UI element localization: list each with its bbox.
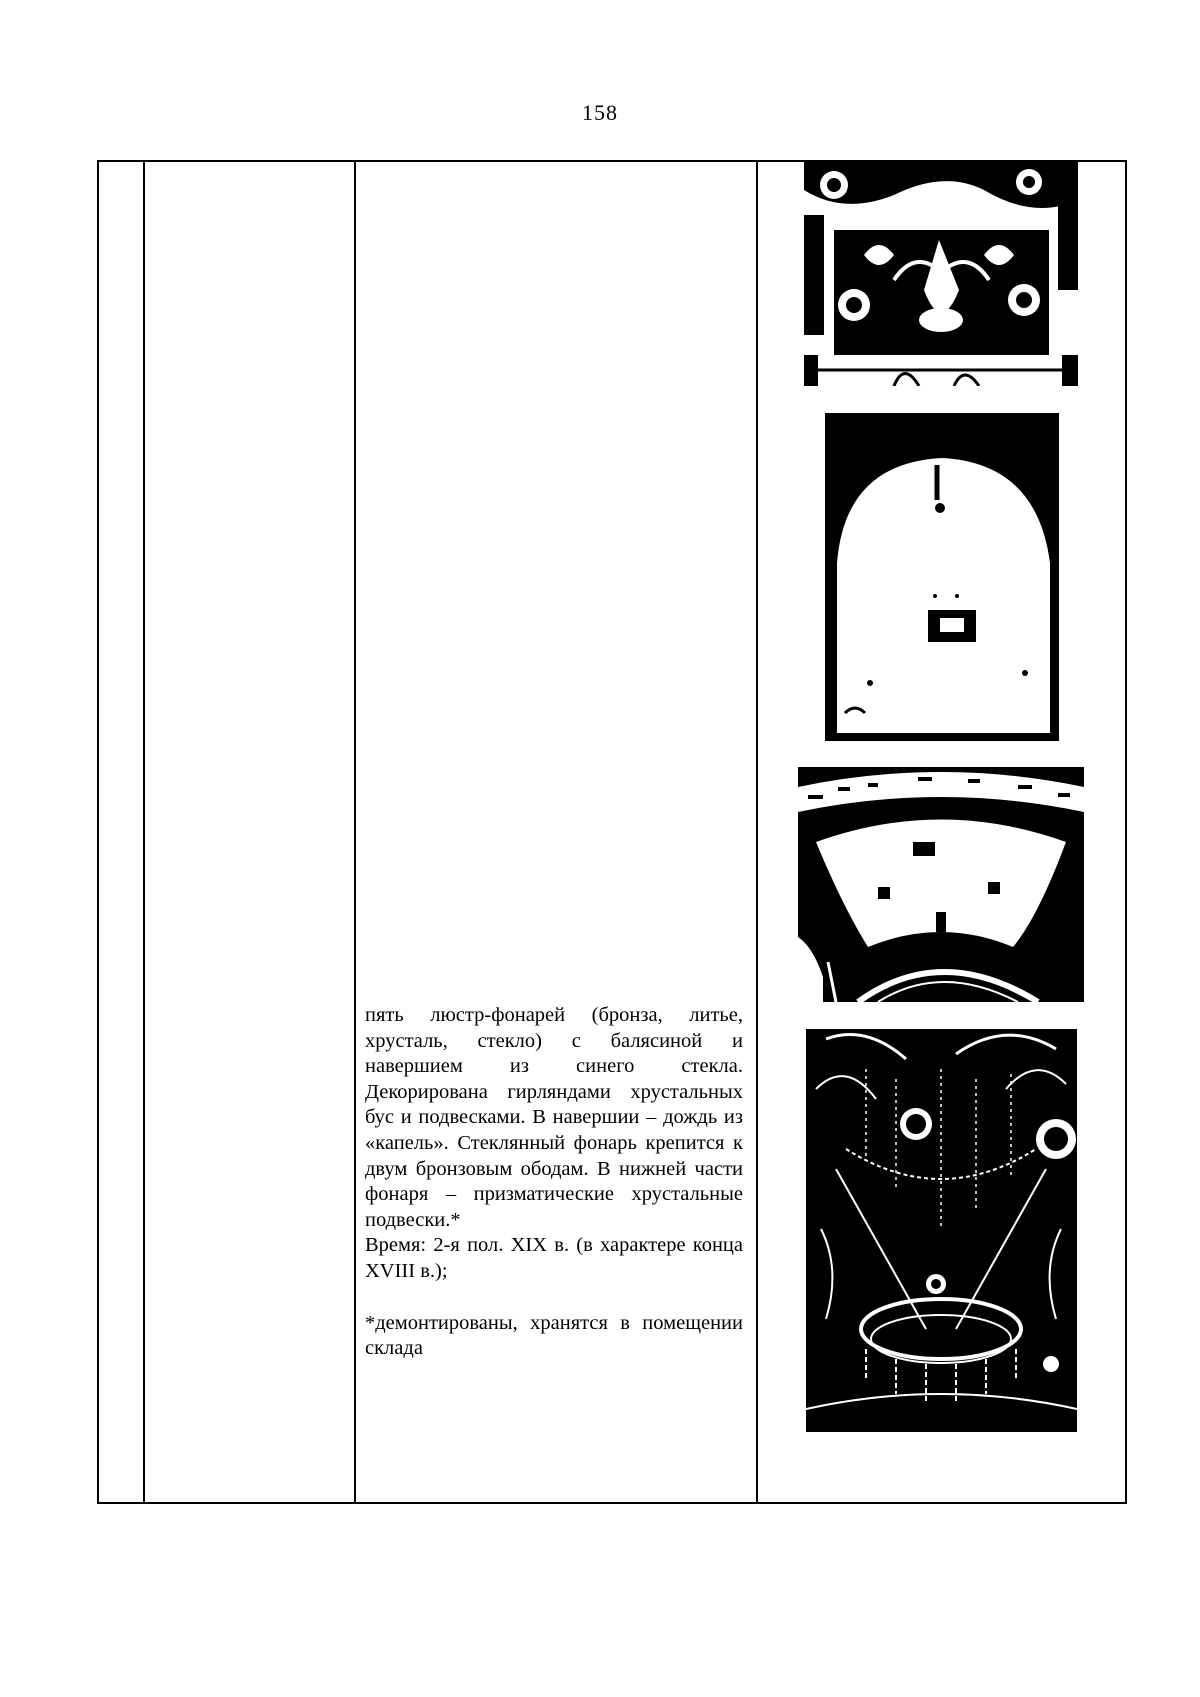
column-divider-3 bbox=[756, 162, 758, 1502]
description-cell bbox=[365, 1003, 743, 1362]
column-divider-1 bbox=[143, 162, 145, 1502]
photo-chandelier-lantern bbox=[806, 1029, 1077, 1432]
item-description: пять люстр-фонарей (бронза, литье, хрусталь, стекло) с балясиной и навершием из синего стекла. Декорирована гирляндами хрустальных бус и подвесками. В навершии – дождь из «капель». Стеклянный фонарь крепится к двум бронзовым ободам. В нижней части фонаря – призматические хрустальные подвески.* bbox=[365, 1004, 743, 1231]
photo-vault-arch bbox=[825, 413, 1059, 741]
item-footnote: *демонтированы, хранятся в помещении склада bbox=[365, 1311, 743, 1360]
page-number: 158 bbox=[582, 100, 618, 125]
photo-ceiling-ornament bbox=[804, 160, 1078, 386]
photo-ceiling-band bbox=[798, 767, 1084, 1002]
column-divider-2 bbox=[354, 162, 356, 1502]
item-dating: Время: 2-я пол. XIX в. (в характере конца XVIII в.); bbox=[365, 1234, 743, 1282]
